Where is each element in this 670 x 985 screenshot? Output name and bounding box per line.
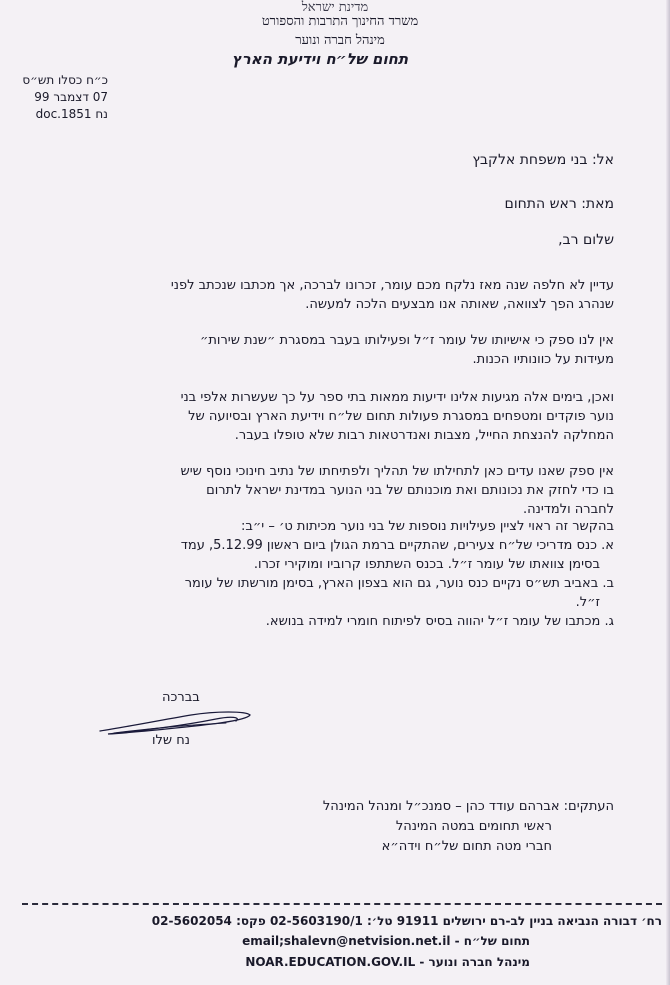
paragraph-line: מעידות על כוונותיו הכנות. <box>472 352 614 367</box>
header-department: תחום של״ח וידיעת הארץ <box>231 50 409 68</box>
paragraph-line: נוער פוקדים ומטפחים במסגרת פעולות תחום של״ח וידיעת הארץ ובסיועה של <box>188 409 614 424</box>
list-item: בסימן צוואתו של עומר ז״ל. בכנס השתתפו קרוביו ומוקירי זכרו. <box>253 557 600 572</box>
cc-list <box>194 797 614 857</box>
paragraph-line: בהקשר זה ראוי לציין פעילויות נוספות של בני נוער מכיתות ט׳ – י״ב: <box>241 519 614 534</box>
header-state: מדינת ישראל <box>301 0 369 15</box>
cc-line: חברי מטה תחום של״ח וידה״א <box>381 839 552 854</box>
header-admin: מינהל חברה ונוער <box>295 33 385 48</box>
footer-address: רח׳ דבורה הנביאה בניין לב-רם ירושלים 91911 טל׳: 02-5603190/1 פקס: 02-5602054 <box>151 914 662 928</box>
paragraph-line: לחברה ולמדינה. <box>523 502 614 517</box>
footer-website: מינהל חברה ונוער - NOAR.EDUCATION.GOV.IL <box>245 955 530 969</box>
paragraph-line: אין ספק שאנו עדים כאן לתחילתו של תהליך ולפתיחתו של נתיב חינוכי נוסף שיש <box>180 464 614 479</box>
paragraph-1 <box>2 276 614 314</box>
paragraph-line: בו כדי לחזק את נכונותם ואת מוכנותם של בני הנוער במדינת ישראל לתרום <box>206 483 614 498</box>
footer-email: תחום של״ח - email;shalevn@netvision.net.il <box>242 934 530 948</box>
sender-line: מאת: ראש התחום <box>504 196 614 212</box>
list-item: א. כנס מדריכי של״ח צעירים, שהתקיים ברמת הגולן ביום ראשון 5.12.99, עמד <box>180 538 614 553</box>
paragraph-line: שנהרג הפך לצוואה, שאותה אנו מבצעים הלכה למעשה. <box>305 297 614 312</box>
signer-name: נח שלו <box>152 733 190 748</box>
paragraph-2 <box>2 331 614 369</box>
paragraph-4 <box>2 462 614 519</box>
header-ministry: משרד החינוך התרבות והספורט <box>261 14 419 29</box>
date-gregorian: 07 דצמבר 99 <box>34 90 108 104</box>
doc-reference: נח doc.1851 <box>35 107 108 121</box>
footer-divider <box>22 903 662 905</box>
list-item: ג. מכתבו של עומר ז״ל יהווה בסיס לפיתוח חומרי למידה בנושא. <box>265 614 614 629</box>
greeting: שלום רב, <box>558 232 614 248</box>
date-hebrew: כ״ח כסלו תש״ס <box>22 73 108 87</box>
cc-line: העתקים: אברהם עודד כהן – סמנכ״ל ומנהל המינהל <box>322 799 614 814</box>
list-item: ב. באביב תש״ס נקיים כנס נוער, גם הוא בצפון הארץ, בסימן מורשתו של עומר <box>184 576 614 591</box>
recipient-line: אל: בני משפחת אלקבץ <box>472 152 614 168</box>
paragraph-3 <box>2 388 614 445</box>
paragraph-line: אין לנו ספק כי אישיותו של עומר ז״ל ופעילותו בעבר במסגרת ״שנת שירות״ <box>200 333 614 348</box>
paragraph-line: ואכן, בימים אלה מגיעות אלינו ידיעות ממאות בתי ספר על כך שעשרות אלפי בני <box>180 390 614 405</box>
closing: בברכה <box>162 690 200 705</box>
cc-line: ראשי תחומים במטה המינהל <box>395 819 552 834</box>
paragraph-line: עדיין לא חלפה שנה מאז נלקח מכם עומר, זכרונו לברכה, אך מכתבו שנכתב לפני <box>170 278 614 293</box>
paragraph-5-list <box>2 517 614 631</box>
scan-edge <box>666 0 670 985</box>
paragraph-line: המחלקה להנצחת החייל, מצבות ואנדרטאות רבות שלא טופלו בעבר. <box>234 428 614 443</box>
list-item: ז״ל. <box>575 595 600 610</box>
